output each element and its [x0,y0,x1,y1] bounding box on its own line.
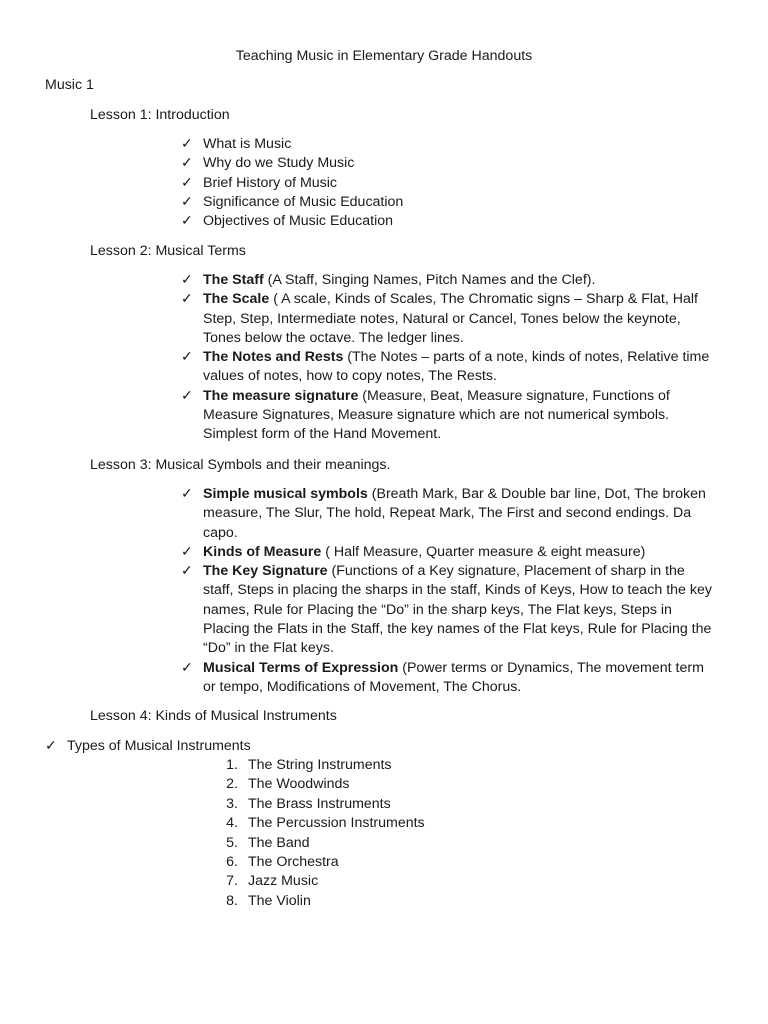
list-number: 1. [226,757,238,773]
list-item [0,135,718,154]
list-item-text: The Orchestra [248,853,339,870]
list-item [0,193,718,212]
list-item [0,485,718,543]
list-item [0,562,718,658]
lesson-4-heading: Lesson 4: Kinds of Musical Instruments [90,708,337,724]
list-item [0,659,718,698]
list-item-text: What is Music [203,136,292,152]
list-number: 6. [226,853,238,870]
list-item [0,212,718,231]
term-name: Kinds of Measure [203,543,322,560]
checkmark-icon: ✓ [181,543,193,560]
lesson-3-list [0,485,718,697]
list-item-text: The Percussion Instruments [248,815,425,832]
term-details: ( A scale, Kinds of Scales, The Chromatic signs – Sharp & Flat, Half Step, Step, Intermediate notes, Natural or Cancel, Tones below the keynote, Tones below the octave. The ledger lines. [203,291,698,346]
lesson-2-list [0,271,718,445]
lesson-1-list [0,135,718,231]
lesson-1-heading: Lesson 1: Introduction [90,107,230,123]
term-details: (Breath Mark, Bar & Double bar line, Dot, The broken measure, The Slur, The hold, Repeat Mark, The First and second endings. Da capo. [203,486,706,541]
list-item-text: Brief History of Music [203,174,338,191]
checkmark-icon: ✓ [181,563,193,580]
list-item-text: The Violin [248,892,311,909]
term-name: The Notes and Rests [203,349,344,366]
term-details: (Power terms or Dynamics, The movement term or tempo, Modifications of Movement, The Chorus. [203,659,704,695]
term-details: (The Notes – parts of a note, kinds of notes, Relative time values of notes, how to copy notes, The Rests. [203,349,710,385]
list-number: 4. [226,815,238,832]
list-item-text: Significance of Music Education [203,193,404,210]
term-details: ( Half Measure, Quarter measure & eight measure) [321,543,646,560]
list-item [0,174,718,193]
list-item [0,290,718,348]
checkmark-icon: ✓ [181,213,193,230]
list-number: 3. [226,795,238,812]
lesson-3-heading: Lesson 3: Musical Symbols and their meanings. [90,457,391,473]
list-number: 5. [226,834,238,851]
list-number: 2. [226,776,238,793]
page-title: Teaching Music in Elementary Grade Handouts [235,48,533,64]
list-item [0,271,718,290]
checkmark-icon: ✓ [181,291,193,308]
list-item-text: The Woodwinds [248,776,350,793]
checkmark-icon: ✓ [45,738,57,754]
term-details: (Functions of a Key signature, Placement of sharp in the staff, Steps in placing the sharps in the staff, Kinds of Keys, How to teach the key names, Rule for Placing the “Do” in the sharp keys, The Flat keys, Steps in Placing the Flats in the Staff, the key names of the Flat keys, Rule for Placing the “Do” in the Flat keys. [203,563,712,657]
checkmark-icon: ✓ [181,174,193,191]
list-number: 7. [226,873,238,890]
list-item-text: The Brass Instruments [248,795,391,812]
checkmark-icon: ✓ [181,193,193,210]
checkmark-icon: ✓ [181,272,193,288]
list-item [0,154,718,173]
list-item [0,348,718,387]
list-item-text: Why do we Study Music [203,155,355,172]
list-item [0,543,718,562]
term-details: (A Staff, Singing Names, Pitch Names and the Clef). [263,272,596,288]
checkmark-icon: ✓ [181,486,193,502]
checkmark-icon: ✓ [181,387,193,404]
term-name: Simple musical symbols [203,486,368,502]
checkmark-icon: ✓ [181,136,193,152]
types-label: Types of Musical Instruments [67,738,251,754]
list-item [0,387,718,445]
term-name: The measure signature [203,387,359,404]
term-name: The Staff [203,272,264,288]
list-item-text: The String Instruments [248,757,392,773]
list-item-text: Jazz Music [248,873,319,890]
term-name: Musical Terms of Expression [203,659,399,676]
list-item-text: Objectives of Music Education [203,213,394,230]
section-heading: Music 1 [45,77,94,93]
checkmark-icon: ✓ [181,349,193,366]
list-number: 8. [226,892,238,909]
lesson-2-heading: Lesson 2: Musical Terms [90,243,246,259]
list-item-text: The Band [248,834,310,851]
term-details: (Measure, Beat, Measure signature, Functions of Measure Signatures, Measure signature which are not numerical symbols. Simplest form of the Hand Movement. [203,387,670,443]
checkmark-icon: ✓ [181,155,193,172]
term-name: The Scale [203,291,270,308]
term-name: The Key Signature [203,563,328,580]
checkmark-icon: ✓ [181,659,193,676]
